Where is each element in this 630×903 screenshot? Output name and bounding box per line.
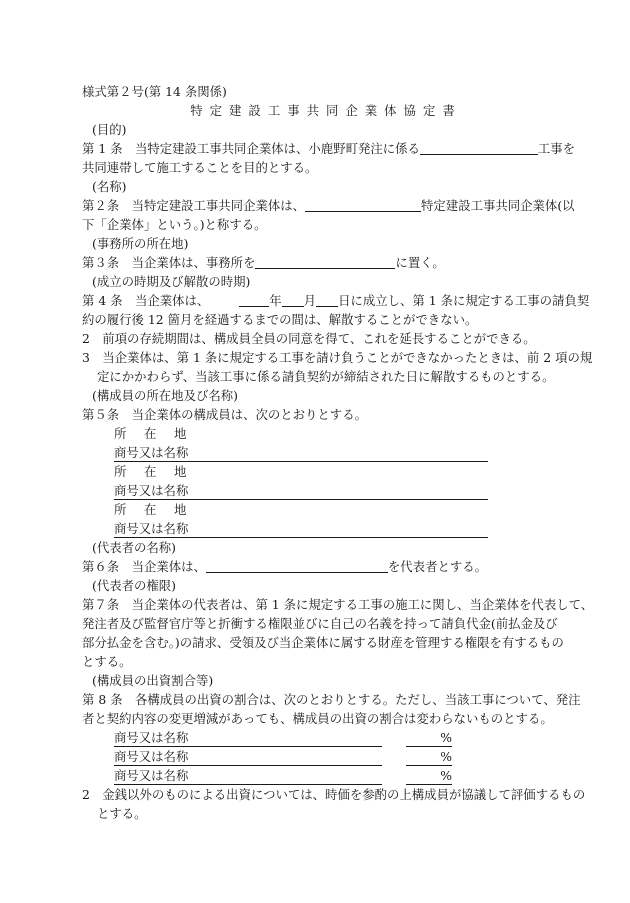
- day-blank[interactable]: [316, 292, 338, 307]
- article-4-paragraph-3-line-1: 3 当企業体は、第 1 条に規定する工事を請け負うことができなかったときは、前 2 項の規: [82, 350, 593, 365]
- article-4-heading: (成立の時期及び解散の時期): [92, 274, 251, 289]
- article-3-label: 第３条: [82, 255, 120, 270]
- investor-1-percent-field[interactable]: %: [406, 730, 452, 747]
- agreement-document: [82, 82, 594, 823]
- member-2-name-field[interactable]: [114, 483, 488, 500]
- article-4: [82, 291, 590, 329]
- article-8-label: 第 8 条: [82, 692, 123, 707]
- article-1-label: 第 1 条: [82, 141, 123, 156]
- article-8-paragraph-2-line-1: 2 金銭以外のものによる出資については、時価を参酌の上構成員が協議して評価するもの: [82, 787, 586, 802]
- investor-3-percent-field[interactable]: %: [406, 768, 452, 785]
- article-6-text-after: を代表者とする。: [387, 559, 488, 574]
- article-2: [82, 196, 575, 234]
- article-4-text-after: 日に成立し、第 1 条に規定する工事の請負契: [338, 293, 590, 308]
- article-7-line-2: 発注者及び監督官庁等と折衝する権限並びに自己の名義を持って請負代金(前払金及び: [82, 616, 558, 631]
- article-3: [82, 253, 552, 272]
- article-1-text-after: 工事を: [537, 141, 576, 156]
- article-4-paragraph-3-line-2: 定にかかわらず、当該工事に係る請負契約が締結された日に解散するものとする。: [97, 369, 555, 384]
- investment-row: [114, 728, 552, 747]
- article-7-line-3: 部分払金を含む。)の請求、受領及び当企業体に属する財産を管理する権限を有するもの: [82, 635, 564, 650]
- article-4-continuation: 約の履行後 12 箇月を経過するまでの間は、解散することができない。: [82, 312, 478, 327]
- article-4-paragraph-3: [82, 348, 593, 386]
- article-8-line-1: 各構成員の出資の割合は、次のとおりとする。ただし、当該工事について、発注: [134, 692, 581, 707]
- article-6-heading: (代表者の名称): [92, 540, 177, 555]
- article-8-paragraph-2-line-2: とする。: [97, 806, 147, 821]
- investment-row: [114, 766, 552, 785]
- article-6-label: 第６条: [82, 559, 120, 574]
- article-7-label: 第７条: [82, 597, 120, 612]
- office-address-blank[interactable]: [255, 254, 395, 269]
- representative-blank[interactable]: [206, 558, 388, 573]
- year-label: 年: [269, 293, 282, 308]
- document-title: 特定建設工事共同企業体協定書: [190, 103, 462, 118]
- member-3-location-label: 所 在 地: [114, 502, 187, 517]
- article-2-text: 当特定建設工事共同企業体は、: [131, 198, 306, 213]
- investor-2-name-field[interactable]: 商号又は名称: [114, 749, 382, 766]
- article-5-label: 第５条: [82, 407, 120, 422]
- form-number: 様式第２号(第 14 条関係): [82, 84, 227, 99]
- article-2-continuation: 下「企業体」という。)と称する。: [82, 217, 267, 232]
- article-5-heading: (構成員の所在地及び名称): [92, 388, 238, 403]
- article-1-continuation: 共同連帯して施工することを目的とする。: [82, 160, 318, 175]
- article-4-label: 第 4 条: [82, 293, 123, 308]
- month-blank[interactable]: [282, 292, 304, 307]
- article-3-text-after: に置く。: [395, 255, 445, 270]
- article-1-heading: (目的): [92, 122, 127, 137]
- investment-ratio-list: [82, 728, 552, 785]
- member-2-name-label: 商号又は名称: [114, 483, 189, 498]
- member-1-location-label: 所 在 地: [114, 426, 187, 441]
- member-1-name-label: 商号又は名称: [114, 445, 189, 460]
- article-1: [82, 139, 576, 177]
- project-name-blank[interactable]: [420, 140, 538, 155]
- article-4-text: 当企業体は、: [134, 293, 210, 308]
- article-2-text-after: 特定建設工事共同企業体(以: [421, 198, 575, 213]
- article-5-text: 当企業体の構成員は、次のとおりとする。: [131, 407, 367, 422]
- jv-name-blank[interactable]: [305, 197, 421, 212]
- article-8-paragraph-2: [82, 785, 586, 823]
- article-8-heading: (構成員の出資割合等): [92, 673, 214, 688]
- article-6-text: 当企業体は、: [131, 559, 206, 574]
- article-2-heading: (名称): [92, 179, 127, 194]
- member-list: [82, 424, 552, 538]
- investor-1-name-field[interactable]: 商号又は名称: [114, 730, 382, 747]
- article-8: [82, 690, 581, 728]
- article-6: [82, 557, 552, 576]
- investor-2-percent-field[interactable]: %: [406, 749, 452, 766]
- member-1-name-field[interactable]: [114, 445, 488, 462]
- article-7-heading: (代表者の権限): [92, 578, 177, 593]
- member-3-name-field[interactable]: [114, 521, 488, 538]
- article-7-line-4: とする。: [82, 654, 132, 669]
- investor-3-name-field[interactable]: 商号又は名称: [114, 768, 382, 785]
- article-3-text: 当企業体は、事務所を: [131, 255, 256, 270]
- article-1-text: 当特定建設工事共同企業体は、小鹿野町発注に係る: [134, 141, 420, 156]
- article-4-paragraph-2: 2 前項の存続期間は、構成員全員の同意を得て、これを延長することができる。: [82, 331, 536, 346]
- article-3-heading: (事務所の所在地): [92, 236, 189, 251]
- article-5: [82, 405, 552, 424]
- month-label: 月: [303, 293, 317, 308]
- member-3-name-label: 商号又は名称: [114, 521, 189, 536]
- article-8-line-2: 者と契約内容の変更増減があっても、構成員の出資の割合は変わらないものとする。: [82, 711, 553, 726]
- article-7: [82, 595, 594, 671]
- investment-row: [114, 747, 552, 766]
- member-2-location-label: 所 在 地: [114, 464, 187, 479]
- year-blank[interactable]: [239, 292, 269, 307]
- article-2-label: 第２条: [82, 198, 120, 213]
- article-7-line-1: 当企業体の代表者は、第 1 条に規定する工事の施工に関し、当企業体を代表して、: [131, 597, 594, 612]
